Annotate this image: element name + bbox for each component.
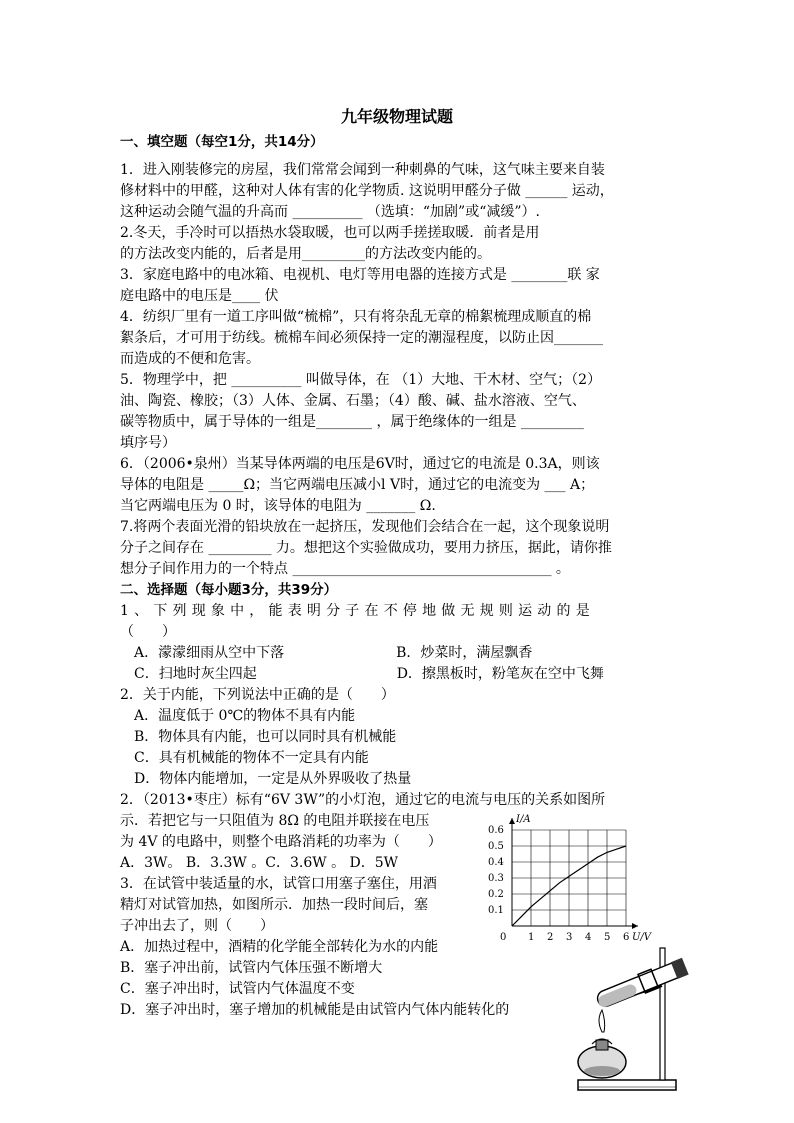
page-title: 九年级物理试题	[340, 107, 453, 126]
question-line: 当它两端电压为 0 时，该导体的电阻为 _______ Ω.	[120, 498, 436, 514]
y-tick-label: 0.6	[488, 825, 504, 836]
x-tick-label: 5	[604, 932, 611, 943]
option-line: B．塞子冲出前，试管内气体压强不断增大	[120, 960, 383, 976]
question-line: 这种运动会随气温的升高而 __________ （选填：“加剧”或“减缓”）.	[120, 204, 540, 220]
question-line: 2．（2013•枣庄）标有“6V 3W”的小灯泡，通过它的电流与电压的关系如图所	[120, 792, 606, 808]
chart-grid	[512, 830, 626, 926]
section-heading-choice: 二、选择题（每小题3分，共39分）	[120, 582, 338, 598]
option-line: A．3W。 B．3.3W 。C．3.6W 。 D．5W	[120, 855, 399, 871]
y-axis-arrow-icon	[509, 818, 515, 824]
y-tick-label: 0.1	[488, 905, 504, 916]
y-tick-label: 0.2	[488, 889, 504, 900]
question-line: （ ）	[120, 624, 176, 640]
question-line: 而造成的不便和危害。	[120, 351, 260, 367]
option-line: B．物体具有内能，也可以同时具有机械能	[120, 729, 397, 745]
question-line: 庭电路中的电压是____ 伏	[120, 288, 279, 304]
question-line: 为 4V 的电路中，则整个电路消耗的功率为（ ）	[120, 834, 442, 850]
option-line: A．濛濛细雨从空中下落 B．炒菜时，满屋飘香	[120, 645, 533, 661]
question-line: 5．物理学中，把 __________ 叫做导体，在 （1）大地、干木材、空气；（2）	[120, 372, 602, 388]
x-tick-label: 6	[623, 932, 630, 943]
option-line: D．塞子冲出时，塞子增加的机械能是由试管内气体内能转化的	[120, 1002, 510, 1018]
option-line: C．塞子冲出时，试管内气体温度不变	[120, 981, 355, 997]
x-tick-label: 2	[547, 932, 554, 943]
option-line: A．温度低于 0℃的物体不具有内能	[120, 708, 356, 724]
chart-y-axis-label: I/A	[516, 814, 531, 825]
question-line: 示．若把它与一只阻值为 8Ω 的电阻并联接在电压	[120, 813, 430, 829]
question-line: 油、陶瓷、橡胶；（3）人体、金属、石墨；（4）酸、碱、盐水溶液、空气、	[120, 393, 586, 409]
question-line: 的方法改变内能的，后者是用_________的方法改变内能的。	[120, 246, 491, 262]
question-line: 6．（2006•泉州）当某导体两端的电压是6V时，通过它的电流是 0.3A，则该	[120, 456, 600, 472]
question-line: 3．家庭电路中的电冰箱、电视机、电灯等用电器的连接方式是 ________联 家	[120, 267, 600, 283]
question-line: 1、下列现象中，能表明分子在不停地做无规则运动的是	[120, 603, 595, 619]
y-tick-label: 0.4	[488, 857, 504, 868]
y-tick-label: 0.5	[488, 841, 504, 852]
question-line: 修材料中的甲醛，这种对人体有害的化学物质. 这说明甲醛分子做 ______ 运动，	[120, 183, 614, 199]
question-line: 精灯对试管加热，如图所示．加热一段时间后，塞	[120, 897, 428, 913]
question-line: 2．关于内能，下列说法中正确的是（ ）	[120, 687, 395, 703]
test-tube-heating-illustration	[556, 940, 696, 1098]
option-line: A．加热过程中，酒精的化学能全部转化为水的内能	[120, 939, 439, 955]
question-line: 絮条后，才可用于纺线。梳棉车间必须保持一定的潮湿程度，以防止因_______	[120, 330, 603, 346]
x-tick-label: 4	[585, 932, 592, 943]
option-line: D．物体内能增加，一定是从外界吸收了热量	[120, 771, 412, 787]
x-tick-label: 3	[566, 932, 573, 943]
option-line: C．具有机械能的物体不一定具有内能	[120, 750, 369, 766]
question-line: 2.冬天，手冷时可以捂热水袋取暖，也可以两手搓搓取暖．前者是用	[120, 225, 540, 241]
section-heading-fill-in: 一、填空题（每空1分，共14分）	[120, 134, 324, 150]
question-line: 1．进入刚装修完的房屋，我们常常会闻到一种刺鼻的气味，这气味主要来自装	[120, 162, 605, 178]
question-line: 4．纺织厂里有一道工序叫做“梳棉”，只有将杂乱无章的棉絮梳理成顺直的棉	[120, 309, 592, 325]
x-tick-label: 1	[528, 932, 535, 943]
question-line: 想分子间作用力的一个特点 _____________________________________ 。	[120, 561, 570, 577]
question-line: 填序号）	[120, 435, 176, 451]
question-line: 导体的电阻是 _____Ω；当它两端电压减小l V时，通过它的电流变为 ___ A；	[120, 477, 595, 493]
question-line: 3．在试管中装适量的水，试管口用塞子塞住，用酒	[120, 876, 437, 892]
chart-x-axis-label: U/V	[632, 932, 652, 943]
x-axis-arrow-icon	[632, 923, 638, 929]
current-voltage-chart	[488, 808, 658, 948]
question-line: 子冲出去了，则（ ）	[120, 918, 274, 934]
question-line: 分子之间存在 _________ 力。想把这个实验做成功，要用力挤压，据此，请你推	[120, 540, 612, 556]
question-line: 7.将两个表面光滑的铅块放在一起挤压，发现他们会结合在一起，这个现象说明	[120, 519, 610, 535]
x-tick-label: 0	[500, 932, 507, 943]
question-line: 碳等物质中，属于导体的一组是________ ，属于绝缘体的一组是 _________	[120, 414, 584, 430]
y-tick-label: 0.3	[488, 873, 504, 884]
option-line: C．扫地时灰尘四起 D．擦黑板时，粉笔灰在空中飞舞	[120, 666, 604, 682]
